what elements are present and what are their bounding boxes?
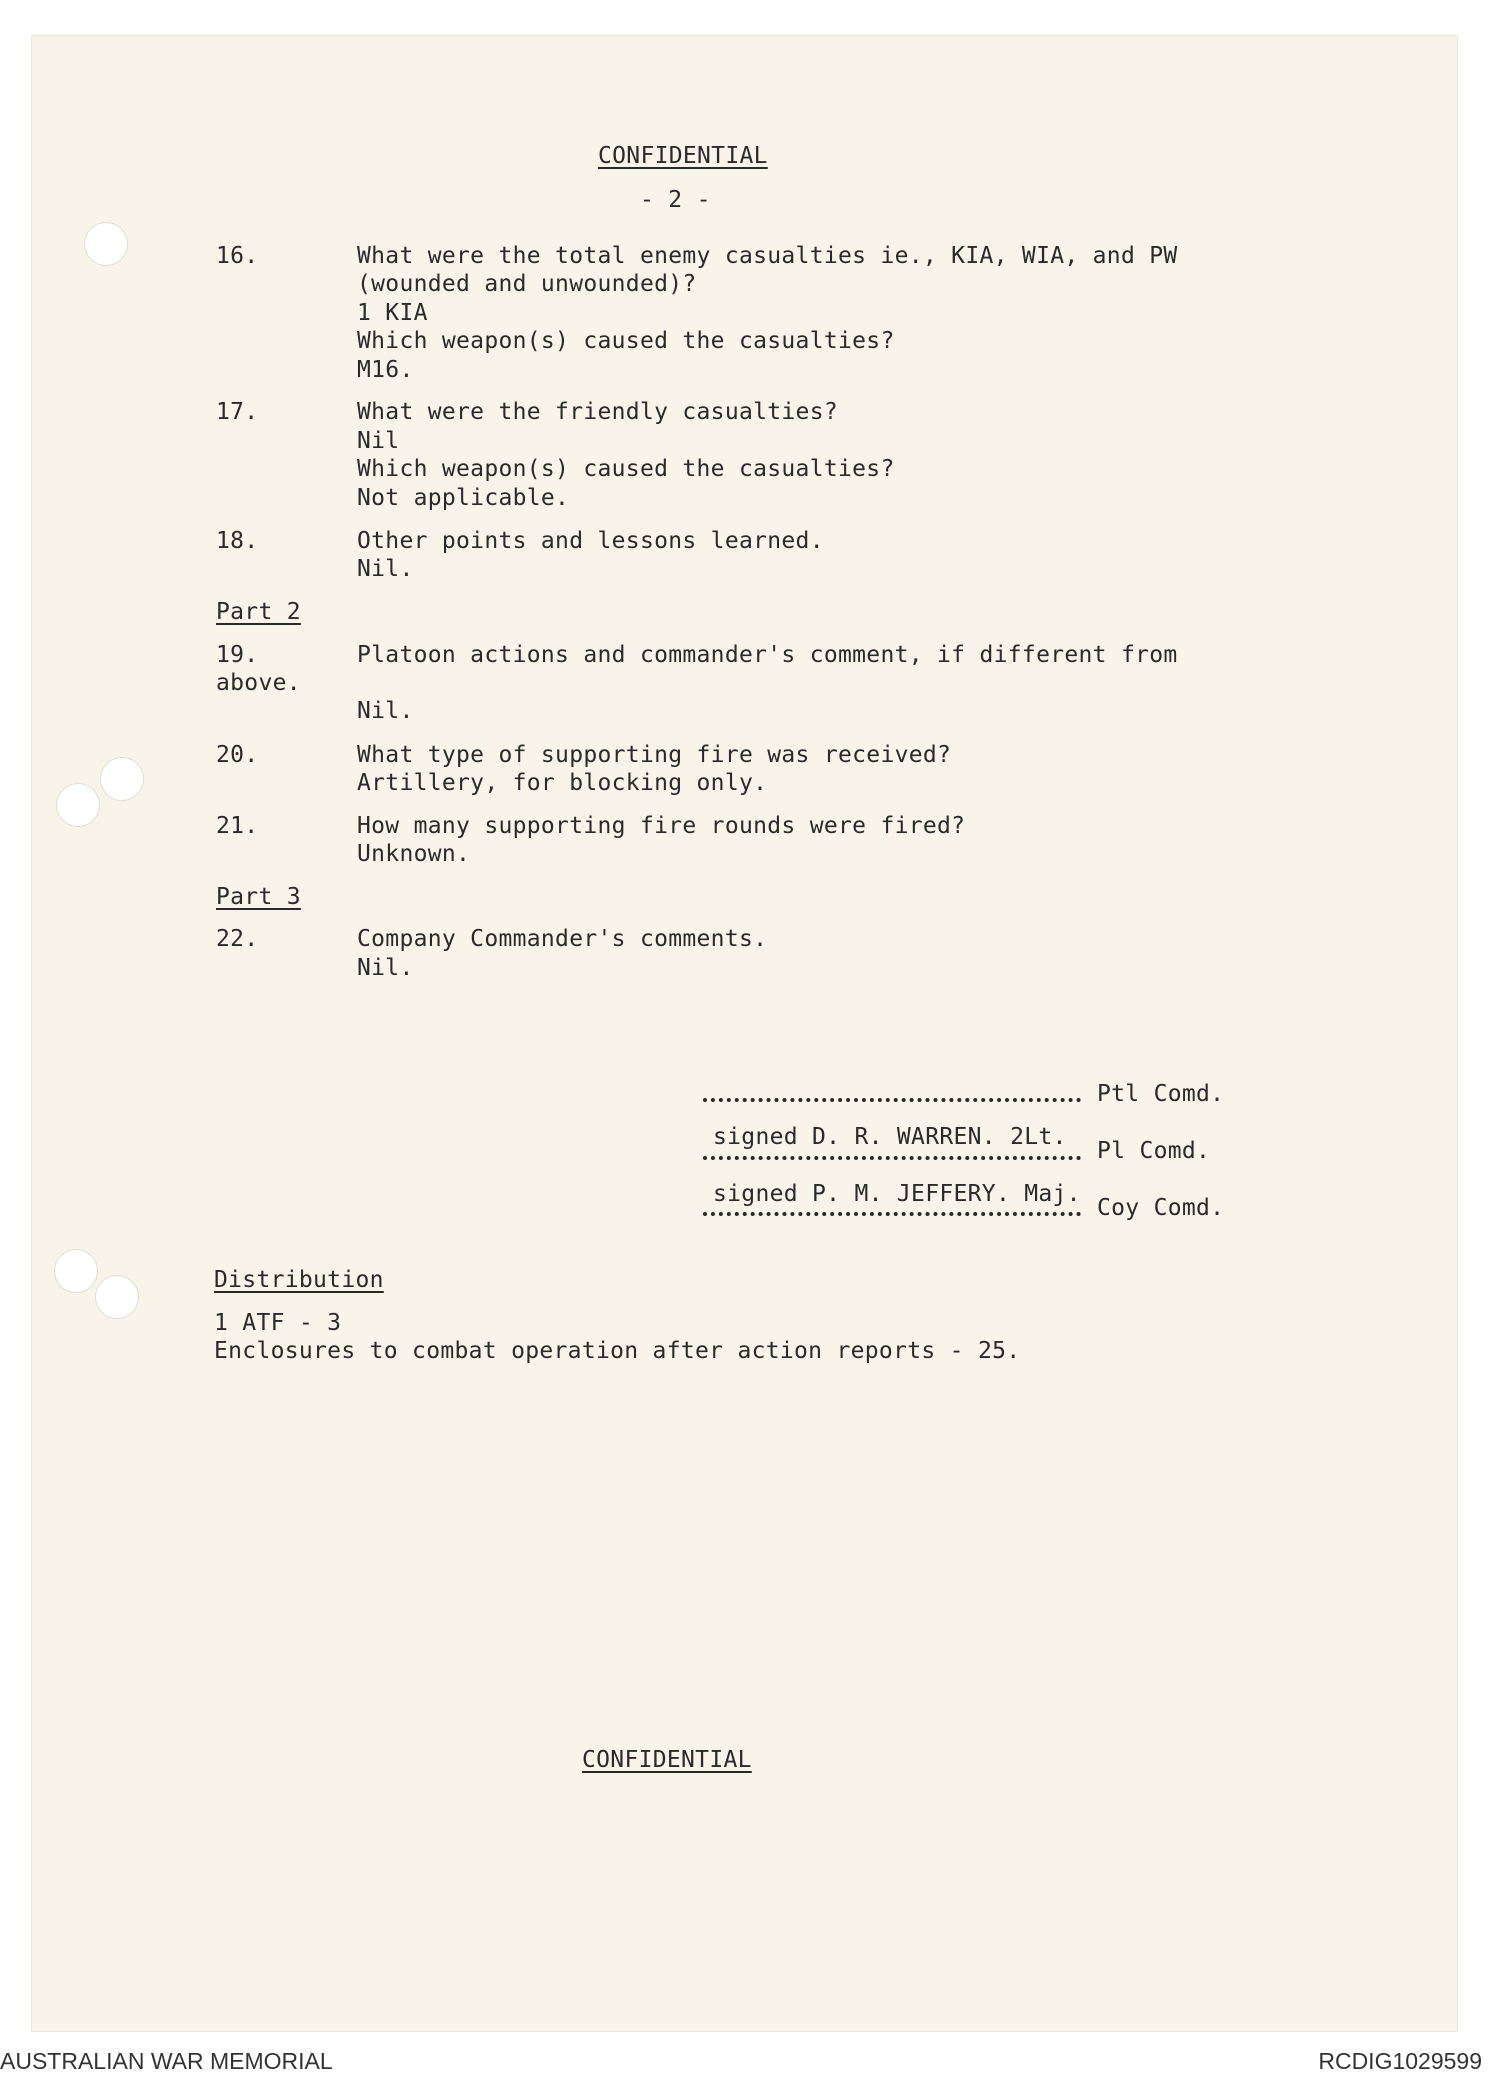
- punch-hole: [95, 1275, 139, 1319]
- classification-footer: CONFIDENTIAL: [582, 1747, 752, 1773]
- punch-hole: [56, 783, 100, 827]
- item-18-line: Other points and lessons learned.: [357, 528, 824, 554]
- item-16-line: Which weapon(s) caused the casualties?: [357, 328, 895, 354]
- punch-hole: [84, 222, 128, 266]
- archive-footer-right: RCDIG1029599: [1318, 2048, 1482, 2074]
- item-number-21: 21.: [216, 813, 259, 839]
- signature-signed-text: signed P. M. JEFFERY. Maj.: [713, 1181, 1081, 1207]
- archive-footer-left: AUSTRALIAN WAR MEMORIAL: [0, 2048, 333, 2074]
- item-22-line: Nil.: [357, 955, 414, 981]
- item-number-16: 16.: [216, 243, 259, 269]
- part-3-heading: Part 3: [216, 884, 301, 910]
- distribution-line: Enclosures to combat operation after action reports - 25.: [214, 1338, 1021, 1364]
- item-20-line: Artillery, for blocking only.: [357, 770, 768, 796]
- item-number-18: 18.: [216, 528, 259, 554]
- item-19-line: Platoon actions and commander's comment, if different from: [357, 642, 1178, 668]
- item-16-line: (wounded and unwounded)?: [357, 271, 697, 297]
- distribution-heading: Distribution: [214, 1267, 384, 1293]
- item-16-line: 1 KIA: [357, 300, 428, 326]
- item-21-line: Unknown.: [357, 841, 471, 867]
- item-20-line: What type of supporting fire was received?: [357, 742, 952, 768]
- dotted-line: [703, 1206, 1081, 1216]
- item-21-line: How many supporting fire rounds were fired?: [357, 813, 966, 839]
- dotted-line: [703, 1092, 1081, 1102]
- item-17-line: Nil: [357, 428, 400, 454]
- item-19-answer: Nil.: [357, 698, 414, 724]
- signature-signed-text: signed D. R. WARREN. 2Lt.: [713, 1124, 1067, 1150]
- item-number-17: 17.: [216, 399, 259, 425]
- part-2-heading: Part 2: [216, 599, 301, 625]
- page-number: - 2 -: [640, 187, 711, 213]
- item-17-line: Not applicable.: [357, 485, 570, 511]
- item-number-19: 19.: [216, 642, 259, 668]
- punch-hole: [54, 1249, 98, 1293]
- item-17-line: What were the friendly casualties?: [357, 399, 839, 425]
- item-number-22: 22.: [216, 926, 259, 952]
- item-number-20: 20.: [216, 742, 259, 768]
- signature-role: Pl Comd.: [1097, 1138, 1211, 1164]
- distribution-line: 1 ATF - 3: [214, 1310, 342, 1336]
- item-22-line: Company Commander's comments.: [357, 926, 768, 952]
- item-17-line: Which weapon(s) caused the casualties?: [357, 456, 895, 482]
- dotted-line: [703, 1150, 1081, 1160]
- classification-header: CONFIDENTIAL: [598, 143, 768, 169]
- punch-hole: [100, 757, 144, 801]
- item-16-line: M16.: [357, 357, 414, 383]
- signature-role: Ptl Comd.: [1097, 1081, 1225, 1107]
- signature-role: Coy Comd.: [1097, 1195, 1225, 1221]
- item-18-line: Nil.: [357, 556, 414, 582]
- item-19-continuation: above.: [216, 670, 301, 696]
- item-16-line: What were the total enemy casualties ie., KIA, WIA, and PW: [357, 243, 1178, 269]
